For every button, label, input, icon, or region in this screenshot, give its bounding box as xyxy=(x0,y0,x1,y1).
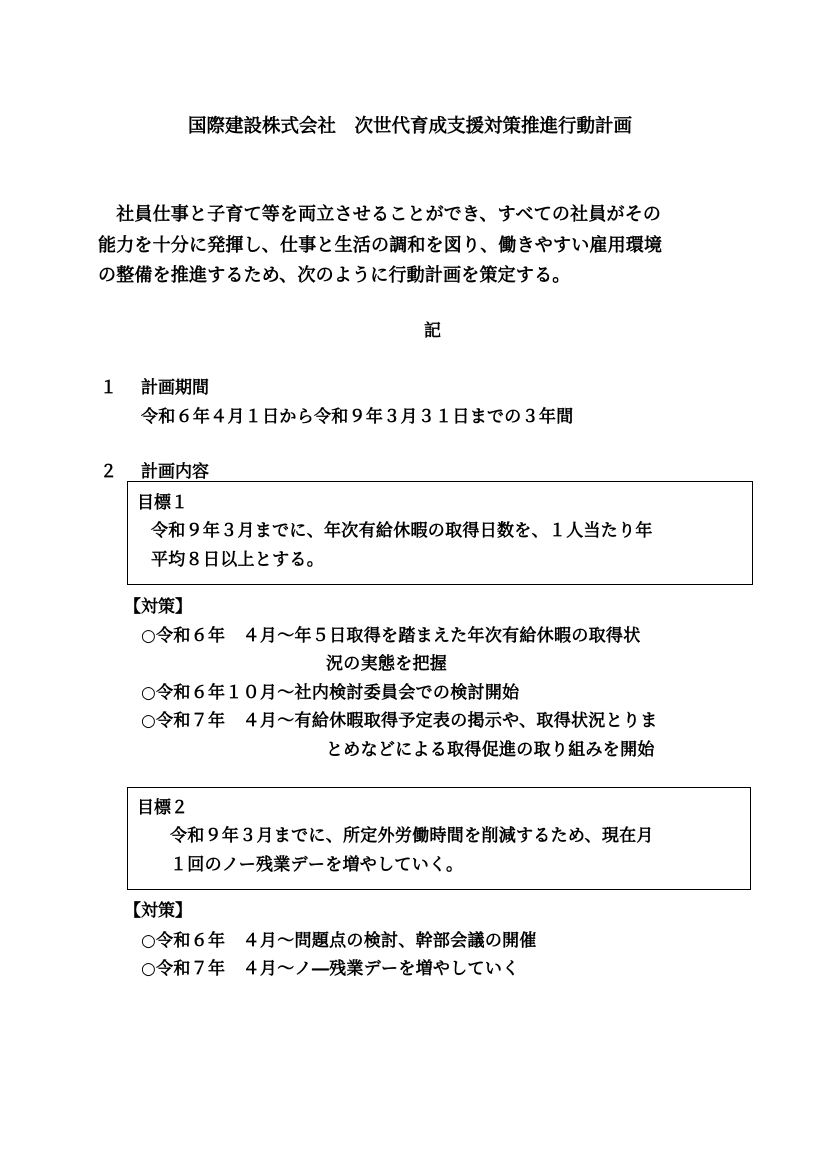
goal-2-measure-2: ○令和７年 ４月～ノ―残業デーを増やしていく xyxy=(141,959,520,979)
section-1-number: １ xyxy=(100,378,117,398)
section-1-heading: 計画期間 xyxy=(141,378,209,398)
goal-2-measure-1: ○令和６年 ４月～問題点の検討、幹部会議の開催 xyxy=(141,931,537,951)
ki-heading: 記 xyxy=(424,321,441,341)
goal-1-measure-3-cont: とめなどによる取得促進の取り組みを開始 xyxy=(326,740,655,760)
goal-2-measures-label: 【対策】 xyxy=(124,901,192,921)
goal-1-measures-label: 【対策】 xyxy=(124,597,192,617)
goal-2-line-1: 令和９年３月までに、所定外労働時間を削減するため、現在月 xyxy=(170,826,654,846)
intro-line-3: の整備を推進するため、次のように行動計画を策定する。 xyxy=(98,265,571,286)
intro-line-1: 社員仕事と子育て等を両立させることができ、すべての社員がその xyxy=(98,204,662,225)
goal-2-line-2: １回のノー残業デーを増やしていく。 xyxy=(170,855,464,875)
goal-1-measure-1: ○令和６年 ４月～年５日取得を踏まえた年次有給休暇の取得状 xyxy=(141,626,641,646)
section-2-heading: 計画内容 xyxy=(141,462,209,482)
goal-2-label: 目標２ xyxy=(137,798,188,818)
document-title: 国際建設株式会社 次世代育成支援対策推進行動計画 xyxy=(187,116,632,137)
goal-1-measure-1-cont: 況の実態を把握 xyxy=(326,654,448,674)
goal-1-measure-3: ○令和７年 ４月～有給休暇取得予定表の掲示や、取得状況とりま xyxy=(141,711,658,731)
goal-1-line-1: 令和９年３月までに、年次有給休暇の取得日数を、１人当たり年 xyxy=(151,521,653,541)
goal-1-line-2: 平均８日以上とする。 xyxy=(151,550,324,570)
intro-line-2: 能力を十分に発揮し、仕事と生活の調和を図り、働きやすい雇用環境 xyxy=(98,235,663,256)
section-2-number: ２ xyxy=(100,462,117,482)
goal-1-label: 目標１ xyxy=(137,493,188,513)
section-1-body: 令和６年４月１日から令和９年３月３１日までの３年間 xyxy=(141,407,574,427)
goal-1-measure-2: ○令和６年１０月～社内検討委員会での検討開始 xyxy=(141,683,520,703)
